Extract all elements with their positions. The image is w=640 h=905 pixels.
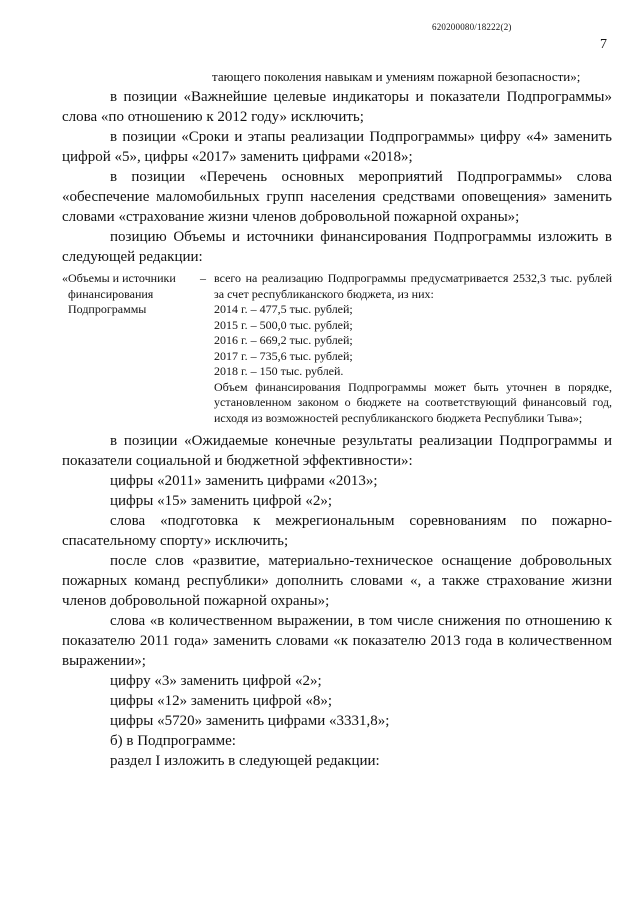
year-line: 2016 г. – 669,2 тыс. рублей; [214,333,353,347]
financing-content [214,271,612,426]
year-line: 2017 г. – 735,6 тыс. рублей; [214,348,353,363]
financing-label [62,271,192,426]
paragraph: б) в Подпрограмме: [110,733,236,749]
year-line: 2018 г. – 150 тыс. рублей. [214,364,344,378]
label-line: финансирования [68,286,154,301]
year-line: 2014 г. – 477,5 тыс. рублей; [214,302,353,316]
financing-note: Объем финансирования Подпрограммы может быть уточнен в порядке, установленном законом о бюджете на соответствующий финансовый год, исходя из возможностей республиканского бюджета Республики Тыва»; [214,379,612,425]
paragraph: в позиции «Сроки и этапы реализации Подпрограммы» цифру «4» заменить цифрой «5», цифры «2017» заменить цифрами «2018»; [62,129,612,165]
paragraph: в позиции «Ожидаемые конечные результаты реализации Подпрограммы и показатели социальной и бюджетной эффективности»: [62,433,612,469]
paragraph: раздел I изложить в следующей редакции: [110,753,380,769]
label-line: «Объемы и источники [62,271,176,285]
financing-intro: всего на реализацию Подпрограммы предусматривается 2532,3 тыс. рублей за счет республиканского бюджета, из них: [214,271,612,301]
year-line: 2015 г. – 500,0 тыс. рублей; [214,317,353,332]
paragraph: после слов «развитие, материально-техническое оснащение добровольных пожарных команд республики» дополнить словами «, а также страхование жизни членов добровольной пожарной охраны»; [62,553,612,609]
document-code: 620200080/18222(2) [432,22,512,32]
page-number: 7 [600,37,607,52]
paragraph: позицию Объемы и источники финансирования Подпрограммы изложить в следующей редакции: [62,229,612,265]
paragraph: цифры «5720» заменить цифрами «3331,8»; [110,713,390,729]
paragraph: в позиции «Перечень основных мероприятий Подпрограммы» слова «обеспечение маломобильных групп населения средствами оповещения» заменить словами «страхование жизни членов добровольной пожарной охраны»; [62,169,612,225]
paragraph: цифры «2011» заменить цифрами «2013»; [110,473,378,489]
dash: – [200,271,206,285]
financing-table [62,271,612,426]
paragraph: цифры «15» заменить цифрой «2»; [110,493,333,509]
paragraph: слова «в количественном выражении, в том числе снижения по отношению к показателю 2011 года» заменить словами «к показателю 2013 года в количественном выражении»; [62,613,612,669]
document-body [62,67,612,771]
paragraph-continuation: тающего поколения навыкам и умениям пожарной безопасности»; [212,69,581,84]
paragraph: в позиции «Важнейшие целевые индикаторы и показатели Подпрограммы» слова «по отношению к 2012 году» исключить; [62,89,612,125]
paragraph: слова «подготовка к межрегиональным соревнованиям по пожарно-спасательному спорту» исключить; [62,513,612,549]
label-line: Подпрограммы [68,302,147,316]
paragraph: цифру «3» заменить цифрой «2»; [110,673,322,689]
paragraph: цифры «12» заменить цифрой «8»; [110,693,333,709]
